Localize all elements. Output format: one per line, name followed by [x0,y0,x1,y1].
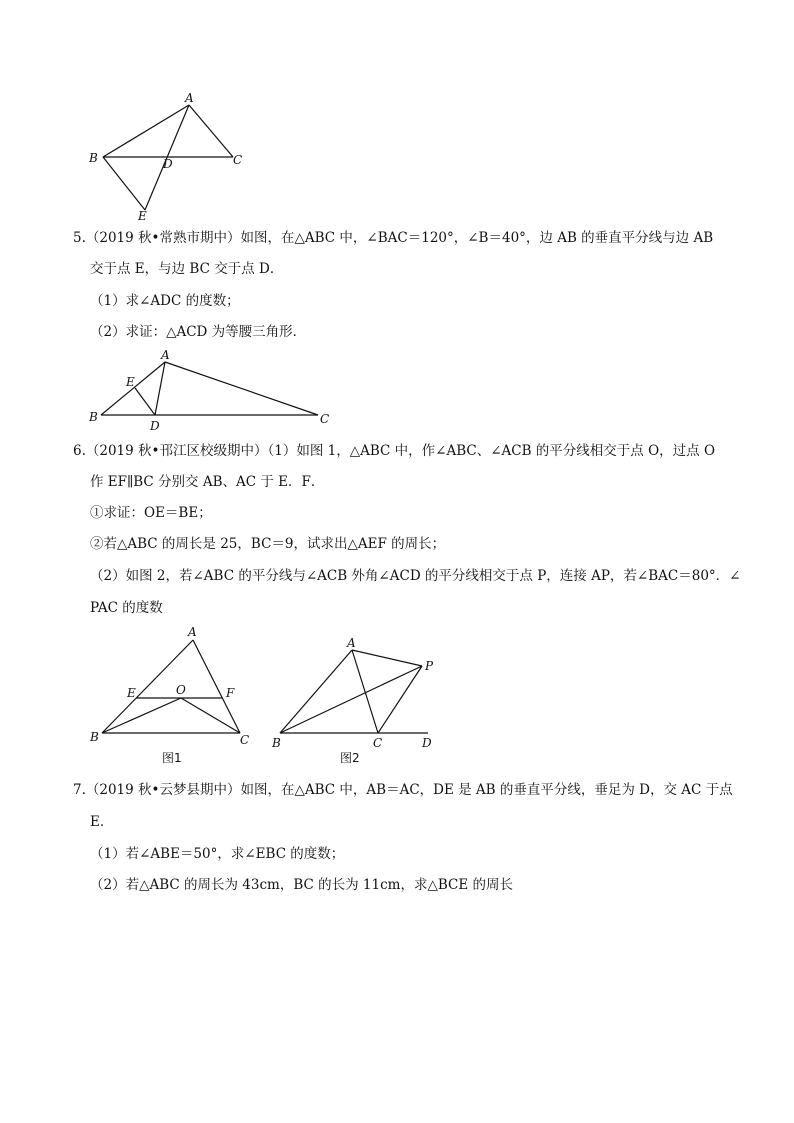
label-C: C [373,736,383,750]
label-A: A [188,625,197,639]
label-D: D [150,419,160,433]
label-B: B [272,736,281,750]
label-P: P [425,659,434,673]
q6-item1: ①求证：OE＝BE； [90,505,212,521]
label-B: B [90,730,99,744]
q6-part2-line2: PAC 的度数 [90,600,163,616]
label-E: E [126,375,135,389]
label-E: E [138,209,147,223]
q7-sub1: （1）若∠ABE＝50°，求∠EBC 的度数； [90,846,345,862]
label-C: C [320,412,330,426]
q5-line1: 5.（2019 秋•常熟市期中）如图，在△ABC 中，∠BAC＝120°，∠B＝40°，边 AB 的垂直平分线与边 AB [73,230,714,246]
caption-fig1: 图1 [162,751,182,765]
label-B: B [89,151,98,165]
label-A: A [347,636,356,650]
q7-line2: E． [90,814,114,830]
label-C: C [240,733,250,747]
label-O: O [176,683,186,697]
label-A: A [185,91,194,105]
q6-item2: ②若△ABC 的周长是 25，BC＝9，试求出△AEF 的周长； [90,536,446,552]
q6-line2: 作 EF∥BC 分别交 AB、AC 于 E．F． [90,474,325,490]
q5-sub1: （1）求∠ADC 的度数； [90,293,240,309]
q6-line1: 6.（2019 秋•邗江区校级期中）（1）如图 1，△ABC 中，作∠ABC、∠ACB 的平分线相交于点 O，过点 O [73,443,716,459]
q7-line1: 7.（2019 秋•云梦县期中）如图，在△ABC 中，AB＝AC，DE 是 AB 的垂直平分线，垂足为 D，交 AC 于点 [73,782,733,798]
label-C: C [233,153,243,167]
q5-line2: 交于点 E，与边 BC 交于点 D． [90,261,284,277]
q7-sub2: （2）若△ABC 的周长为 43cm，BC 的长为 11cm，求△BCE 的周长 [90,877,513,893]
label-D: D [163,157,173,171]
label-F: F [226,686,235,700]
label-A: A [161,348,170,362]
label-D: D [422,736,432,750]
caption-fig2: 图2 [340,751,360,765]
label-B: B [89,410,98,424]
q6-part2-line1: （2）如图 2，若∠ABC 的平分线与∠ACB 外角∠ACD 的平分线相交于点 P，连接 AP，若∠BAC＝80°．∠ [90,568,741,584]
label-E: E [127,686,136,700]
q5-sub2: （2）求证：△ACD 为等腰三角形． [90,324,307,340]
